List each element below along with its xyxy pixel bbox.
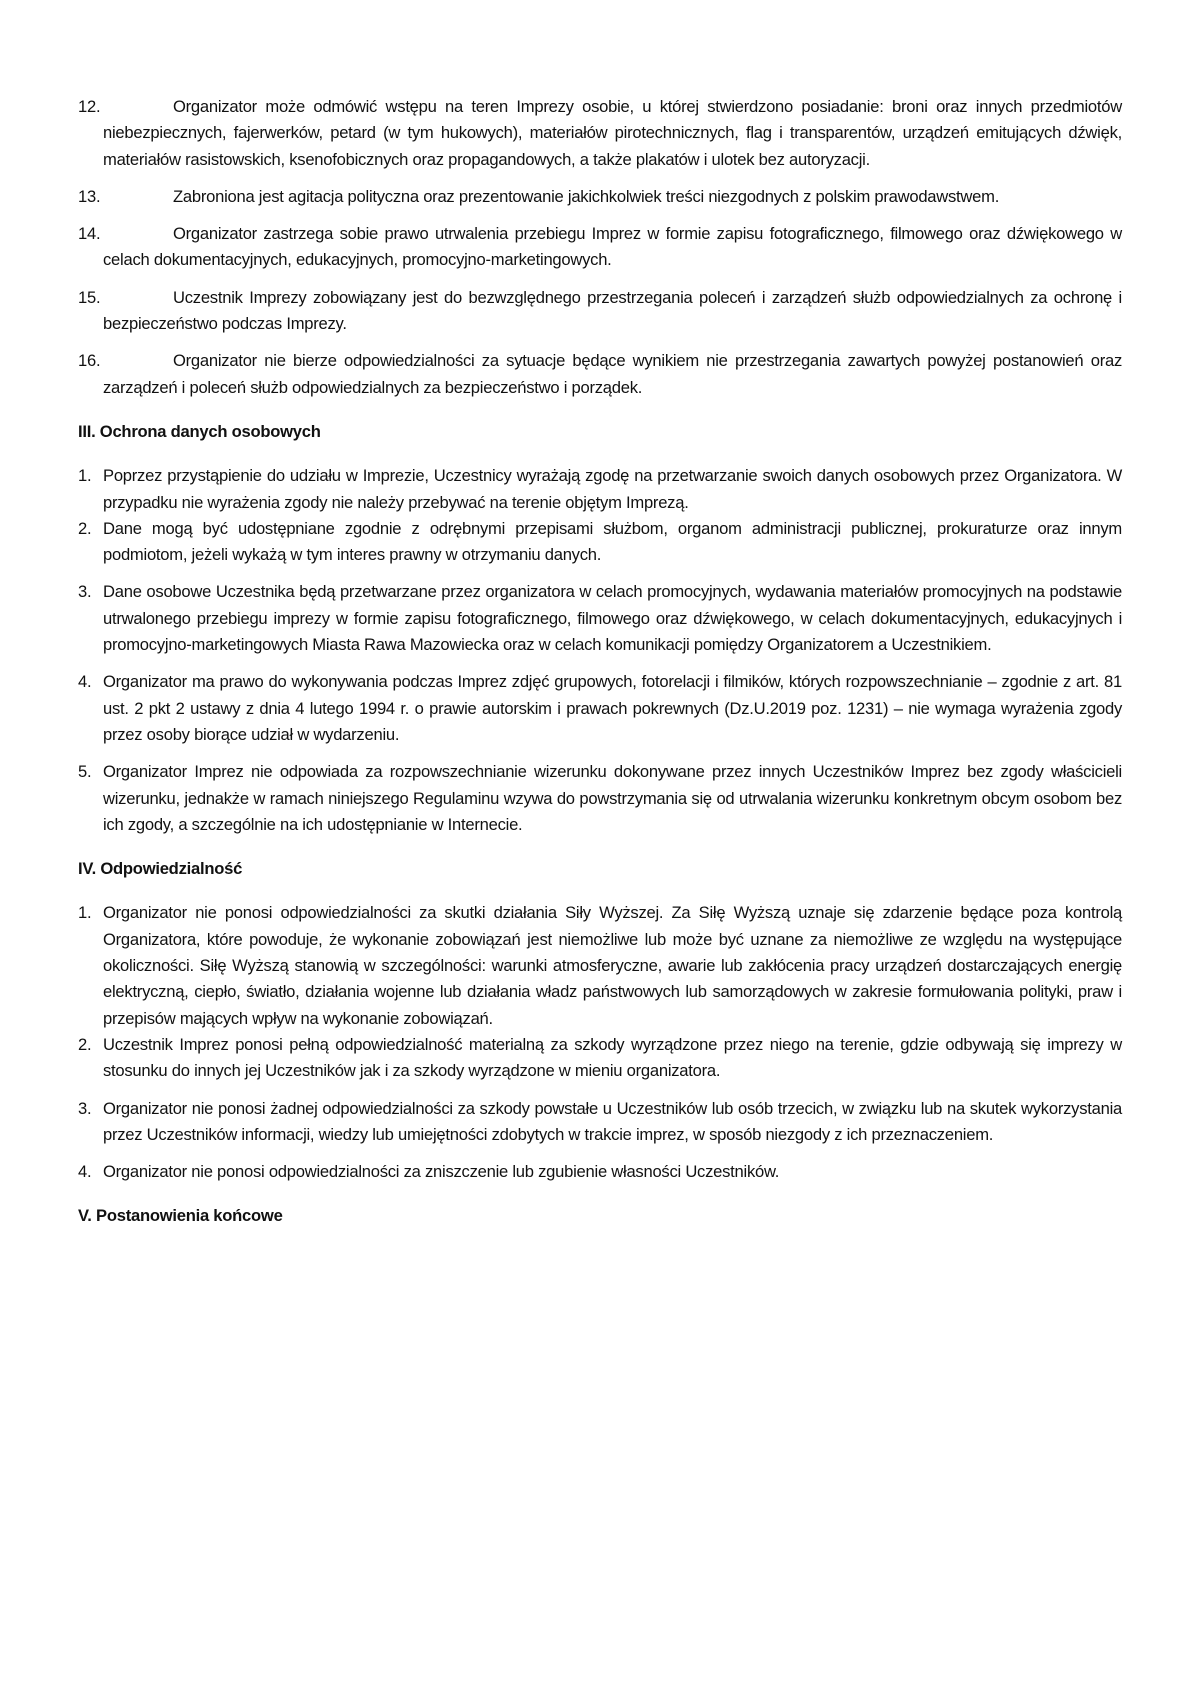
list-item (78, 348, 1122, 401)
item-number: 4. (78, 1162, 92, 1182)
item-number: 16. (78, 351, 101, 371)
list-item (78, 463, 1122, 516)
item-text: Dane mogą być udostępniane zgodnie z odrębnymi przepisami służbom, organom administracji publicznej, prokuraturze oraz innym podmiotom, jeżeli wykażą w tym interes prawny w otrzymaniu danych. (103, 518, 1122, 565)
list-item (78, 184, 1122, 210)
list-item (78, 94, 1122, 173)
item-text: Organizator Imprez nie odpowiada za rozpowszechnianie wizerunku dokonywane przez innych Uczestników Imprez bez zgody właścicieli wizerunku, jednakże w ramach niniejszego Regulaminu wzywa do powstrzymania się od utrwalania wizerunku konkretnym obcym osobom bez ich zgody, a szczególnie na ich udostępnianie w Internecie. (103, 762, 1122, 834)
list-item (78, 516, 1122, 569)
item-number: 15. (78, 287, 101, 307)
document-page (78, 94, 1122, 1230)
list-item (78, 1032, 1122, 1085)
item-text: Uczestnik Imprez ponosi pełną odpowiedzialność materialną za szkody wyrządzone przez niego na terenie, gdzie odbywają się imprezy w stosunku do innych jej Uczestników jak i za szkody wyrządzone w mieniu organizatora. (103, 1034, 1122, 1081)
list-item (78, 579, 1122, 658)
list-item (78, 759, 1122, 838)
item-text: Organizator nie ponosi odpowiedzialności za skutki działania Siły Wyższej. Za Siłę Wyższą uznaje się zdarzenie będące poza kontrolą Organizatora, które powoduje, że wykonanie zobowiązań jest niemożliwe lub może być uznane za niemożliwe ze względu na występujące okoliczności. Siłę Wyższą stanowią w szczególności: warunki atmosferyczne, awarie lub zakłócenia pracy urządzeń dostarczających energię elektryczną, ciepło, światło, działania wojenne lub działania władz państwowych lub samorządowych w zakresie formułowania polityki, praw i przepisów mających wpływ na wykonanie zobowiązań. (103, 903, 1122, 1028)
item-number: 5. (78, 762, 92, 782)
section-heading-iv: IV. Odpowiedzialność (78, 859, 243, 879)
item-number: 1. (78, 903, 92, 923)
item-number: 3. (78, 1098, 92, 1118)
section-heading-v: V. Postanowienia końcowe (78, 1206, 283, 1226)
list-item (78, 669, 1122, 748)
item-number: 12. (78, 97, 101, 116)
list-item (78, 1096, 1122, 1149)
item-text: Organizator nie ponosi odpowiedzialności za zniszczenie lub zgubienie własności Uczestników. (103, 1162, 780, 1182)
item-number: 14. (78, 224, 101, 244)
item-text: Organizator ma prawo do wykonywania podczas Imprez zdjęć grupowych, fotorelacji i filmików, których rozpowszechnianie – zgodnie z art. 81 ust. 2 pkt 2 ustawy z dnia 4 lutego 1994 r. o prawie autorskim i prawach pokrewnych (Dz.U.2019 poz. 1231) – nie wymaga wyrażenia zgody przez osoby biorące udział w wydarzeniu. (103, 672, 1122, 744)
item-text: Organizator nie bierze odpowiedzialności za sytuacje będące wynikiem nie przestrzegania zawartych powyżej postanowień oraz zarządzeń i poleceń służb odpowiedzialnych za bezpieczeństwo i porządek. (103, 351, 1122, 397)
list-item (78, 285, 1122, 338)
item-text: Organizator nie ponosi żadnej odpowiedzialności za szkody powstałe u Uczestników lub osób trzecich, w związku lub na skutek wykorzystania przez Uczestników informacji, wiedzy lub umiejętności zdobytych w trakcie imprez, w sposób niezgody z ich przeznaczeniem. (103, 1098, 1122, 1144)
item-number: 1. (78, 466, 92, 486)
list-item (78, 221, 1122, 274)
item-text: Zabroniona jest agitacja polityczna oraz prezentowanie jakichkolwiek treści niezgodnych z polskim prawodawstwem. (173, 186, 1000, 206)
item-text: Uczestnik Imprezy zobowiązany jest do bezwzględnego przestrzegania poleceń i zarządzeń służb odpowiedzialnych za ochronę i bezpieczeństwo podczas Imprezy. (103, 287, 1122, 334)
item-text: Poprzez przystąpienie do udziału w Imprezie, Uczestnicy wyrażają zgodę na przetwarzanie swoich danych osobowych przez Organizatora. W przypadku nie wyrażenia zgody nie należy przebywać na terenie objętym Imprezą. (103, 466, 1122, 512)
item-text: Organizator zastrzega sobie prawo utrwalenia przebiegu Imprez w formie zapisu fotograficznego, filmowego oraz dźwiękowego w celach dokumentacyjnych, edukacyjnych, promocyjno-marketingowych. (103, 224, 1122, 270)
list-item (78, 1159, 1122, 1185)
item-number: 13. (78, 186, 101, 206)
list-item (78, 900, 1122, 1031)
item-text: Dane osobowe Uczestnika będą przetwarzane przez organizatora w celach promocyjnych, wydawania materiałów promocyjnych na podstawie utrwalonego przebiegu imprezy w formie zapisu fotograficznego, filmowego oraz dźwiękowego, w celach dokumentacyjnych, edukacyjnych i promocyjno-marketingowych Miasta Rawa Mazowiecka oraz w celach komunikacji pomiędzy Organizatorem a Uczestnikiem. (103, 582, 1122, 655)
item-number: 2. (78, 1034, 92, 1054)
item-number: 3. (78, 582, 92, 602)
item-text: Organizator może odmówić wstępu na teren Imprezy osobie, u której stwierdzono posiadanie: broni oraz innych przedmiotów niebezpiecznych, fajerwerków, petard (w tym hukowych), materiałów pirotechnicznych, flag i transparentów, urządzeń emitujących dźwięk, materiałów rasistowskich, ksenofobicznych oraz propagandowych, a także plakatów i ulotek bez autoryzacji. (103, 97, 1122, 169)
section-heading-iii: III. Ochrona danych osobowych (78, 421, 321, 441)
item-number: 4. (78, 672, 92, 692)
item-number: 2. (78, 518, 92, 538)
